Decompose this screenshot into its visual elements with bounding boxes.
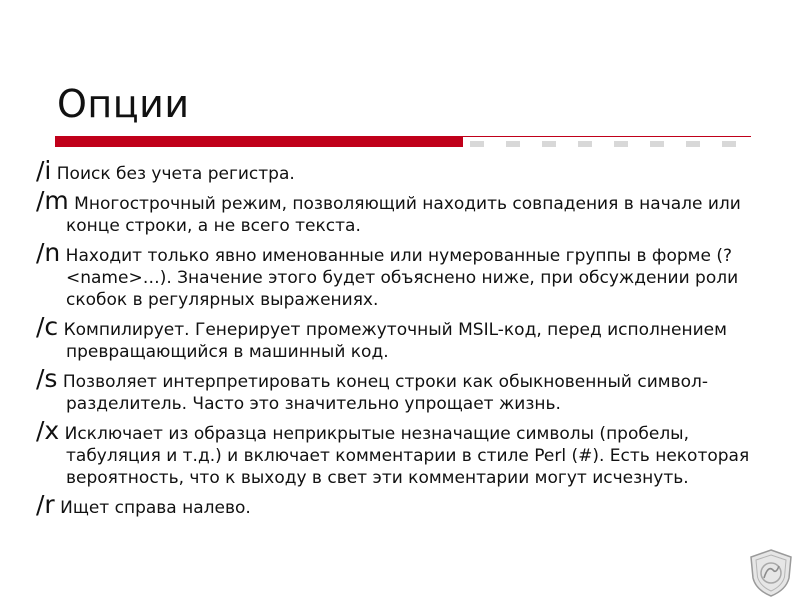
options-list — [36, 156, 776, 524]
option-flag: /n — [36, 238, 61, 267]
option-text: Поиск без учета регистра. — [51, 164, 295, 184]
page-title: Опции — [57, 82, 190, 126]
option-r — [36, 490, 776, 519]
option-text: Компилирует. Генерирует промежуточный MSIL-код, перед исполнением превращающийся в машинный код. — [58, 320, 727, 362]
option-text: Исключает из образца неприкрытые незначащие символы (пробелы, табуляция и т.д.) и включает комментарии в стиле Perl (#). Есть некоторая вероятность, что к выходу в свет эти комментарии могут исчезнуть. — [59, 424, 750, 488]
option-c — [36, 312, 776, 363]
option-text: Находит только явно именованные или нумерованные группы в форме (?<name>…). Значение этого будет объяснено ниже, при обсуждении роли скобок в регулярных выражениях. — [60, 246, 739, 310]
option-x — [36, 416, 776, 489]
option-flag: /x — [36, 416, 60, 445]
option-flag: /s — [36, 364, 58, 393]
option-n — [36, 238, 776, 311]
option-flag: /r — [36, 490, 55, 519]
option-i — [36, 156, 776, 185]
shield-emblem-icon — [748, 548, 794, 598]
option-flag: /i — [36, 156, 52, 185]
option-text: Позволяет интерпретировать конец строки как обыкновенный символ-разделитель. Часто это значительно упрощает жизнь. — [57, 372, 708, 414]
option-m — [36, 186, 776, 237]
title-underline-dots — [470, 141, 750, 147]
option-s — [36, 364, 776, 415]
title-underline-red — [55, 137, 463, 147]
option-text: Ищет справа налево. — [54, 498, 251, 518]
option-flag: /m — [36, 186, 69, 215]
option-text: Многострочный режим, позволяющий находить совпадения в начале или конце строки, а не всего текста. — [66, 194, 741, 236]
option-flag: /c — [36, 312, 59, 341]
